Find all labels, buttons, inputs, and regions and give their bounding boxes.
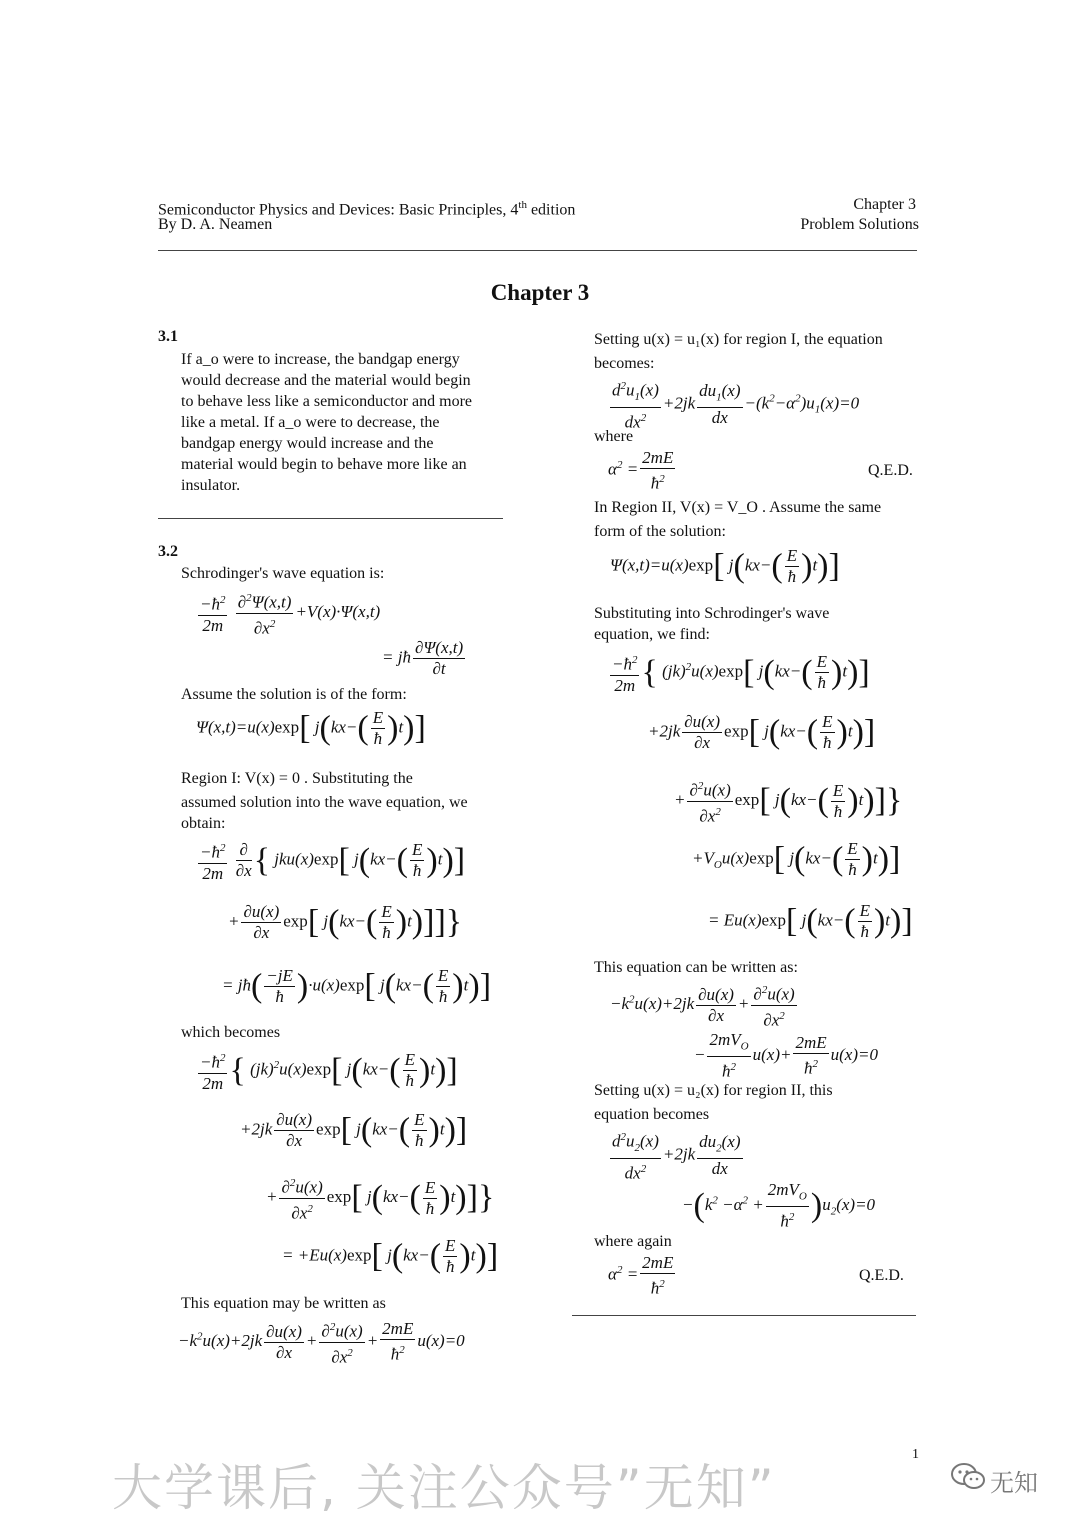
page-number: 1 xyxy=(912,1447,919,1462)
header-section: Problem Solutions xyxy=(800,216,919,233)
text-line: like a metal. If a_o were to decrease, the xyxy=(181,414,440,431)
equation-schrodinger-rhs: = jħ $\frac{\partial\Psi(x,t)}{\partial t}$ xyxy=(382,638,464,678)
setting2-text-b: equation becomes xyxy=(594,1106,710,1123)
qed-1: Q.E.D. xyxy=(868,462,913,479)
page-title: Chapter 3 xyxy=(490,280,590,305)
equation-final-left: $-k^2u(x)+2jk$ $\frac{\partial u(x)}{\partial x}$ + $\frac{\partial^2u(x)}{\partial x^2}$ + $\frac{2mE}{ħ^2}$ u(x)=0 xyxy=(178,1317,465,1367)
subst-text-b: equation, we find: xyxy=(594,626,710,643)
text-line: insulator. xyxy=(181,477,241,494)
text-line: If a_o were to increase, the bandgap energy xyxy=(181,351,460,368)
book-author: By D. A. Neamen xyxy=(158,216,273,233)
equation-r2-line4: $+V_Ou(x)\exp$[ j(kx−( $\frac{E}{ħ}$ )t)] xyxy=(692,839,901,879)
setting2-text-a: Setting u(x) = u₂(x) for region II, this xyxy=(594,1082,833,1099)
equation-schrodinger: $\frac{-ħ^2}{2m}$ $\frac{\partial^2\Psi(x,t)}{\partial x^2}$ +V(x)·Ψ(x,t) xyxy=(196,588,380,638)
where-again-text: where again xyxy=(594,1233,672,1250)
header-chapter: Chapter 3 xyxy=(853,196,916,213)
equation-alpha-2: $\alpha^2$ = $\frac{2mE}{ħ^2}$ xyxy=(608,1253,674,1298)
equation-r2-line5: = Eu(x)exp[ j(kx−( $\frac{E}{ħ}$ )t)] xyxy=(708,901,913,941)
intro-text: Schrodinger's wave equation is: xyxy=(181,565,385,582)
text-line: material would begin to behave more like an xyxy=(181,456,467,473)
where-text: where xyxy=(594,428,634,445)
problem-rule xyxy=(158,518,503,519)
region1-text-c: obtain: xyxy=(181,815,226,832)
equation-r2-line2: +2jk $\frac{\partial u(x)}{\partial x}$ exp[ j(kx−( $\frac{E}{ħ}$ )t)] xyxy=(648,712,876,752)
wechat-label: 无知 xyxy=(990,1469,1038,1497)
equation-r2-written-line1: $-k^2u(x)+2jk$ $\frac{\partial u(x)}{\partial x}$ + $\frac{\partial^2u(x)}{\partial x^2}$ xyxy=(610,980,799,1030)
equation-region1-line3: = jħ( $\frac{-jE}{ħ}$ )·u(x)exp[ j(kx−( $\frac{E}{ħ}$ )t)] xyxy=(222,966,492,1006)
problem-rule-right xyxy=(572,1315,916,1316)
wechat-icon xyxy=(950,1462,986,1497)
canwrite-text: This equation can be written as: xyxy=(594,959,798,976)
equation-r2-line1: $\frac{-ħ^2}{2m}$ { (jk)$^2$u(x)exp[ j(kx−( $\frac{E}{ħ}$ )t)] xyxy=(608,650,870,696)
which-text: which becomes xyxy=(181,1024,281,1041)
qed-2: Q.E.D. xyxy=(859,1267,904,1284)
region1-text-a: Region I: V(x) = 0 . Substituting the xyxy=(181,770,413,787)
equation-region1-line1: $\frac{-ħ^2}{2m}$ $\frac{\partial}{\partial x}$ { jku(x)exp[ j(kx−( $\frac{E}{ħ}$ )t)] xyxy=(196,838,465,884)
equation-becomes-line1: $\frac{-ħ^2}{2m}$ { (jk)$^2$u(x)exp[ j(kx−( $\frac{E}{ħ}$ )t)] xyxy=(196,1048,458,1094)
text-line: would decrease and the material would begin xyxy=(181,372,471,389)
text-line: bandgap energy would increase and the xyxy=(181,435,434,452)
equation-solution-form: Ψ(x,t)=u(x)exp[ j(kx−( $\frac{E}{ħ}$ )t)] xyxy=(196,708,426,748)
book-title: Semiconductor Physics and Devices: Basic Principles, 4th edition xyxy=(158,199,576,219)
assume-text: Assume the solution is of the form: xyxy=(181,686,407,703)
subst-text-a: Substituting into Schrodinger's wave xyxy=(594,605,830,622)
problem-number-3-1: 3.1 xyxy=(158,328,178,345)
equation-region1-line2: + $\frac{\partial u(x)}{\partial x}$ exp[ j(kx−( $\frac{E}{ħ}$ )t)]]} xyxy=(228,902,463,942)
problem-3-1-text xyxy=(181,349,511,496)
equation-r2-written-line2: − $\frac{2mV_O}{ħ^2}$ u(x)+ $\frac{2mE}{ħ^2}$ u(x)=0 xyxy=(694,1030,878,1082)
equation-u1: $\frac{d^2u_1(x)}{dx^2}$ +2jk $\frac{du_1(x)}{dx}$ $-(k^2-\alpha^2)u_1(x)=0$ xyxy=(608,376,859,433)
problem-number-3-2: 3.2 xyxy=(158,543,178,560)
setting1-text-a: Setting u(x) = u₁(x) for region I, the equation xyxy=(594,331,883,348)
header-rule xyxy=(158,250,917,251)
equation-r2-line3: + $\frac{\partial^2u(x)}{\partial x^2}$ exp[ j(kx−( $\frac{E}{ħ}$ )t)]} xyxy=(674,776,902,826)
text-line: to behave less like a semiconductor and more xyxy=(181,393,473,410)
region2-text-a: In Region II, V(x) = V_O . Assume the same xyxy=(594,499,882,516)
equation-becomes-line2: +2jk $\frac{\partial u(x)}{\partial x}$ exp[ j(kx−( $\frac{E}{ħ}$ )t)] xyxy=(240,1110,468,1150)
setting1-text-b: becomes: xyxy=(594,355,655,372)
equation-becomes-line4: = +Eu(x)exp[ j(kx−( $\frac{E}{ħ}$ )t)] xyxy=(282,1236,499,1276)
equation-u2-line1: $\frac{d^2u_2(x)}{dx^2}$ +2jk $\frac{du_2(x)}{dx}$ xyxy=(608,1127,745,1184)
region2-text-b: form of the solution: xyxy=(594,523,726,540)
equation-u2-line2: $-(k^2 -\alpha^2$ + $\frac{2mV_O}{ħ^2}$ )$u_2(x)=0$ xyxy=(682,1180,876,1232)
equation-region2-solution: Ψ(x,t)=u(x)exp[ j(kx−( $\frac{E}{ħ}$ )t)] xyxy=(610,546,840,586)
watermark-text: 大学课后, 关注公众号”无知” xyxy=(112,1459,776,1517)
region1-text-b: assumed solution into the wave equation, we xyxy=(181,794,468,811)
equation-alpha-1: $\alpha^2$ = $\frac{2mE}{ħ^2}$ xyxy=(608,448,674,493)
equation-becomes-line3: + $\frac{\partial^2u(x)}{\partial x^2}$ exp[ j(kx−( $\frac{E}{ħ}$ )t)]} xyxy=(266,1173,494,1223)
written-text: This equation may be written as xyxy=(181,1295,386,1312)
